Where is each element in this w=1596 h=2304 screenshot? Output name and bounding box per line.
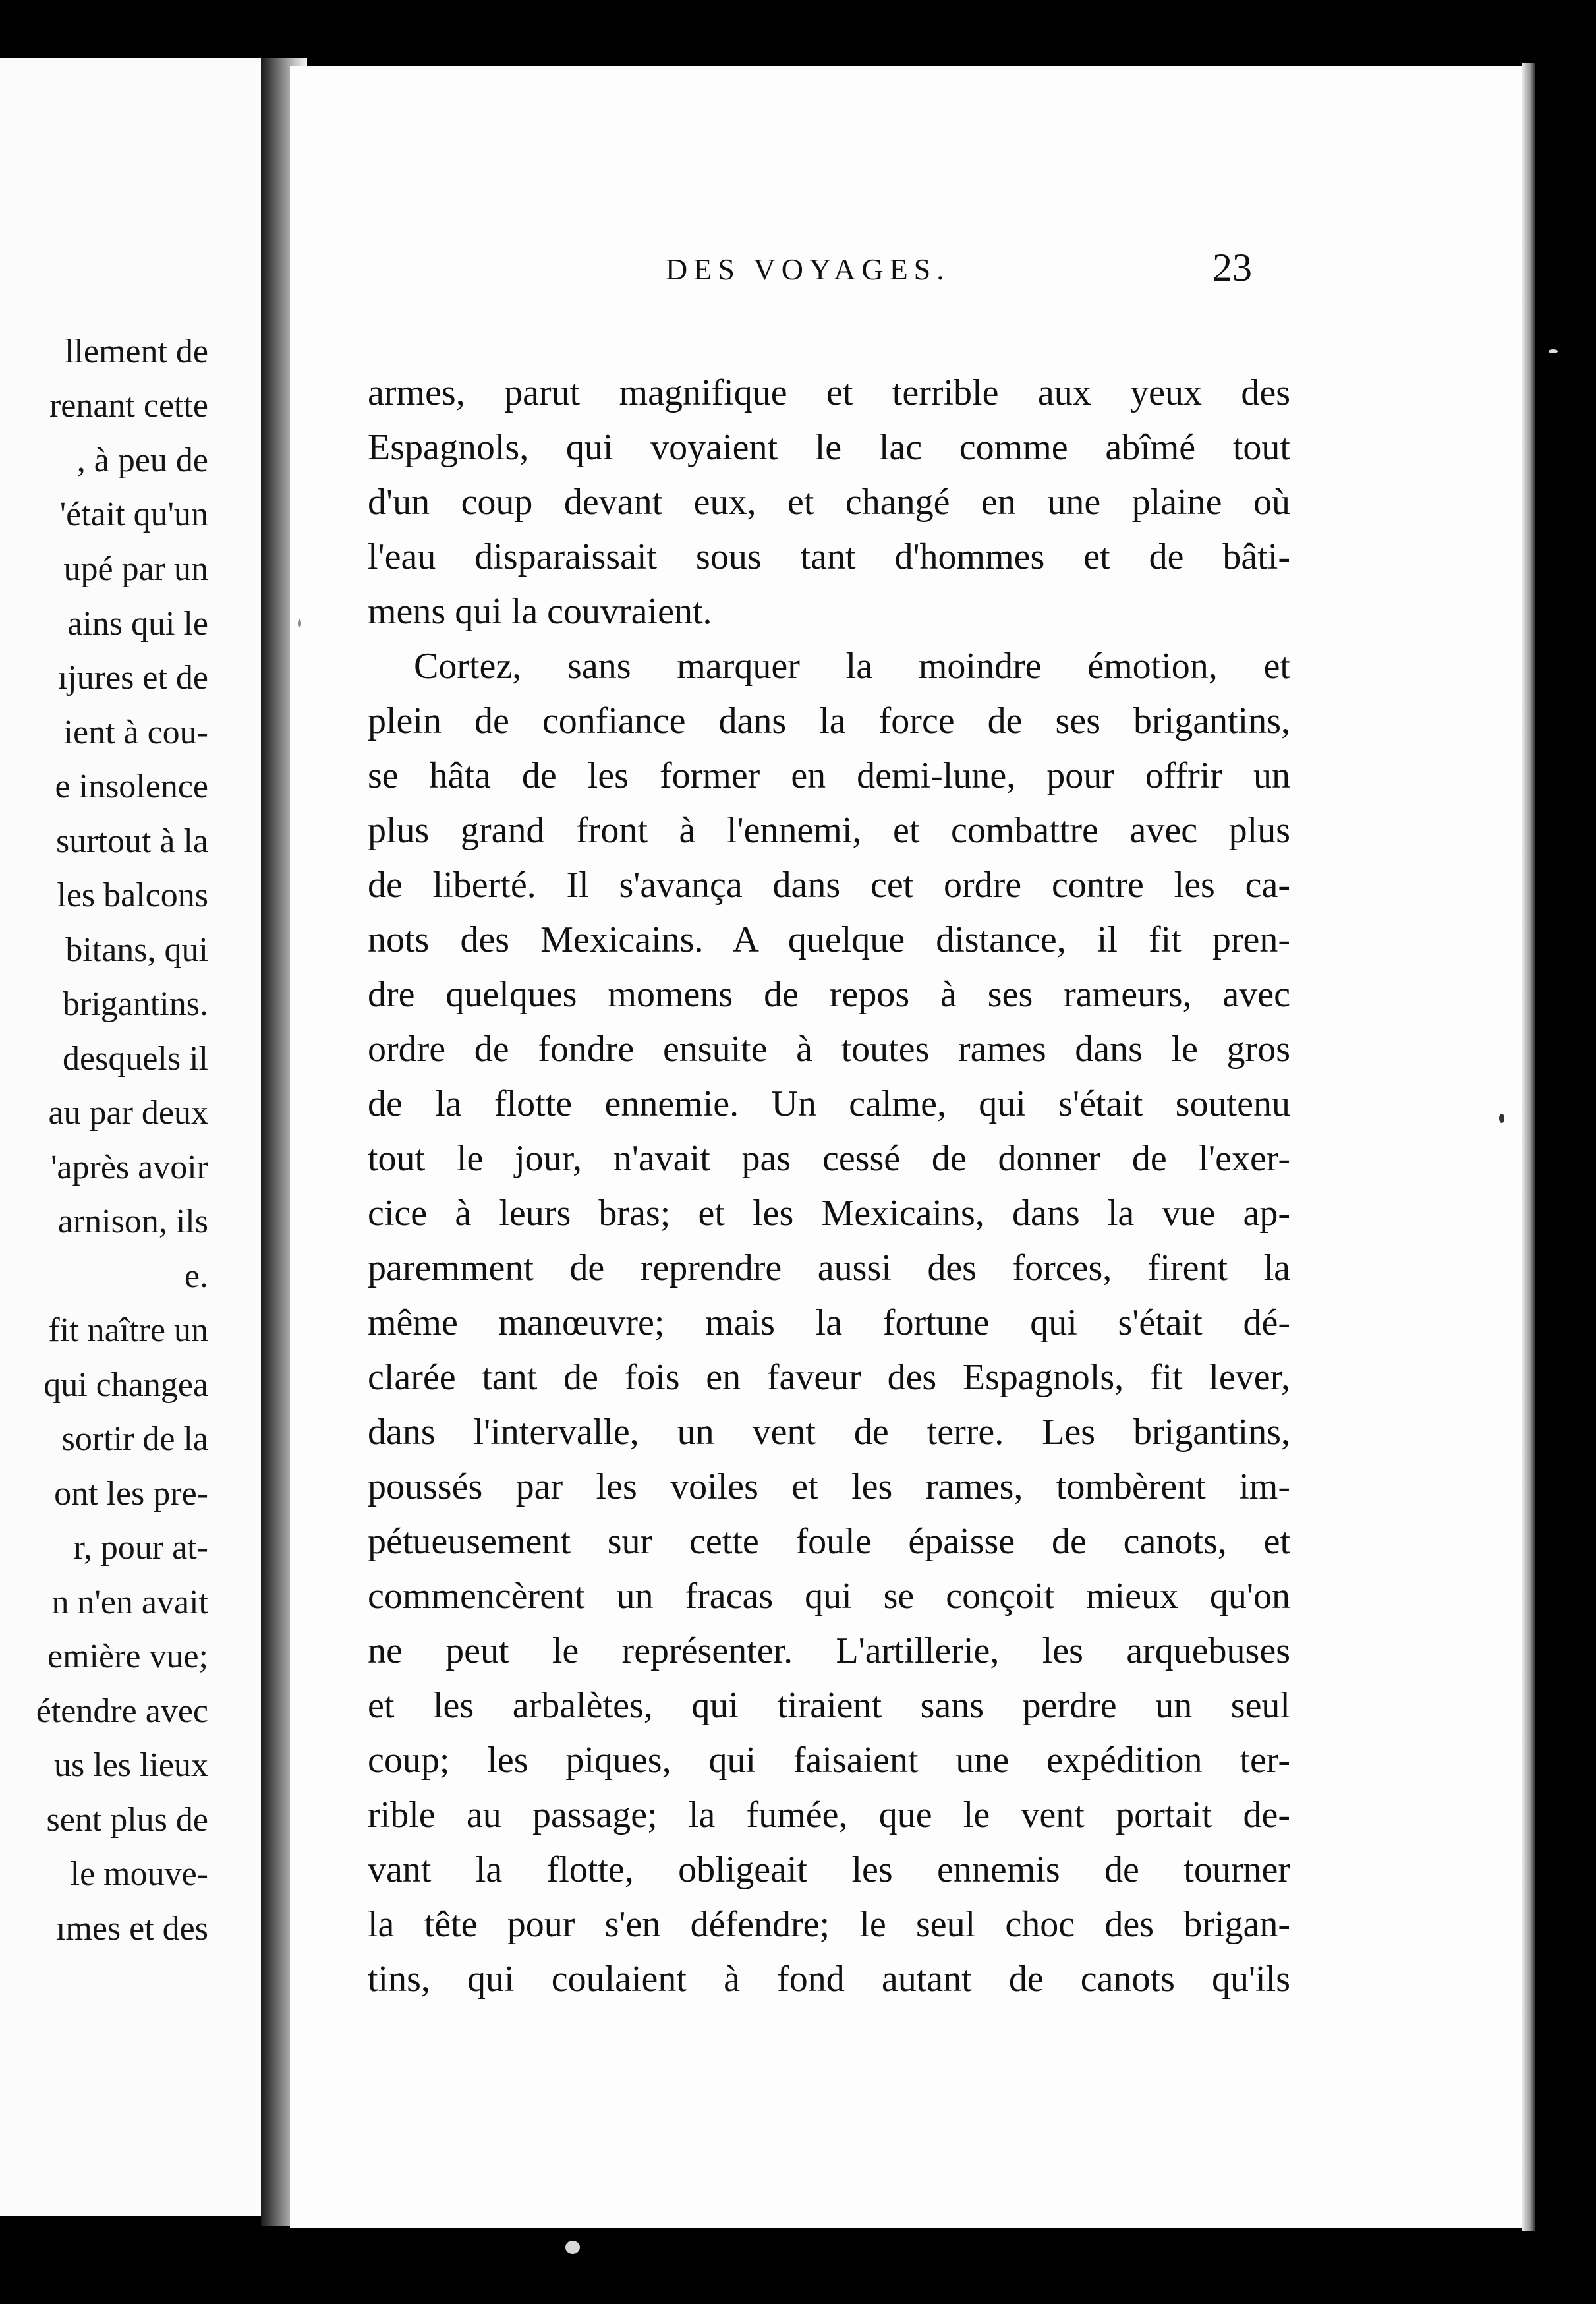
text-line: tins, qui coulaient à fond autant de canots qu'ils	[368, 1959, 1290, 2000]
left-line: llement de	[64, 333, 208, 370]
left-line: ains qui le	[67, 605, 208, 643]
left-line: au par deux	[48, 1094, 208, 1132]
page-edge-shadow	[1522, 63, 1535, 2231]
running-title: DES VOYAGES.	[666, 252, 950, 286]
left-line: qui changea	[43, 1366, 208, 1404]
left-line: emière vue;	[47, 1638, 208, 1675]
text-line: poussés par les voiles et les rames, tombèrent im-	[368, 1466, 1290, 1507]
text-line: dre quelques momens de repos à ses rameurs, avec	[368, 974, 1290, 1015]
text-line: paremment de reprendre aussi des forces, firent la	[368, 1248, 1290, 1288]
scan-speck	[565, 2241, 580, 2254]
text-line: se hâta de les former en demi-lune, pour offrir un	[368, 755, 1290, 796]
scan-speck	[1549, 349, 1558, 353]
text-line: vant la flotte, obligeait les ennemis de tourner	[368, 1849, 1290, 1890]
left-line: les balcons	[57, 877, 208, 914]
left-line: sortir de la	[61, 1420, 208, 1458]
text-line: plein de confiance dans la force de ses brigantins,	[368, 701, 1290, 741]
left-line: arnison, ils	[57, 1203, 208, 1240]
text-line: clarée tant de fois en faveur des Espagnols, fit lever,	[368, 1357, 1290, 1398]
left-line: ont les pre-	[54, 1475, 208, 1512]
left-line: us les lieux	[54, 1746, 208, 1784]
text-line: la tête pour s'en défendre; le seul choc des brigan-	[368, 1904, 1290, 1945]
text-line: plus grand front à l'ennemi, et combattre avec plus	[368, 810, 1290, 851]
left-line: , à peu de	[76, 442, 208, 479]
text-line: cice à leurs bras; et les Mexicains, dans la vue ap-	[368, 1193, 1290, 1234]
running-head	[290, 245, 1522, 291]
text-line: mens qui la couvraient.	[368, 591, 712, 632]
text-line: ordre de fondre ensuite à toutes rames dans le gros	[368, 1029, 1290, 1070]
text-line: même manœuvre; mais la fortune qui s'était dé-	[368, 1302, 1290, 1343]
text-line: pétueusement sur cette foule épaisse de canots, et	[368, 1521, 1290, 1562]
left-line: brigantins.	[63, 985, 208, 1023]
left-line: renant cette	[49, 387, 208, 424]
text-line: Cortez, sans marquer la moindre émotion, et	[414, 646, 1290, 687]
left-page	[0, 58, 261, 2216]
text-line: tout le jour, n'avait pas cessé de donner de l'exer-	[368, 1138, 1290, 1179]
left-line: le mouve-	[70, 1855, 208, 1893]
left-line: desquels il	[63, 1040, 208, 1078]
left-line: n n'en avait	[51, 1584, 208, 1621]
left-line: e.	[184, 1257, 208, 1295]
page-number: 23	[1212, 246, 1252, 289]
left-line: surtout à la	[55, 822, 208, 860]
left-line: ımes et des	[55, 1910, 208, 1947]
text-line: commencèrent un fracas qui se conçoit mieux qu'on	[368, 1576, 1290, 1617]
left-line: bitans, qui	[65, 931, 208, 969]
left-line: ient à cou-	[63, 714, 208, 751]
left-line: e insolence	[55, 768, 208, 805]
left-line: upé par un	[63, 550, 208, 588]
text-line: ne peut le représenter. L'artillerie, les arquebuses	[368, 1630, 1290, 1671]
left-line: 'après avoir	[51, 1149, 208, 1186]
text-line: dans l'intervalle, un vent de terre. Les brigantins,	[368, 1412, 1290, 1453]
text-line: de la flotte ennemie. Un calme, qui s'était soutenu	[368, 1083, 1290, 1124]
scan-speck	[298, 619, 301, 627]
scan-speck	[1499, 1114, 1504, 1123]
left-line: sent plus de	[46, 1801, 208, 1839]
text-line: nots des Mexicains. A quelque distance, il fit pren-	[368, 919, 1290, 960]
left-line: 'était qu'un	[59, 496, 208, 533]
left-line: ıjures et de	[57, 659, 208, 697]
text-line: rible au passage; la fumée, que le vent portait de-	[368, 1795, 1290, 1835]
right-page	[290, 66, 1522, 2228]
text-line: Espagnols, qui voyaient le lac comme abîmé tout	[368, 427, 1290, 468]
text-line: armes, parut magnifique et terrible aux yeux des	[368, 372, 1290, 413]
left-line: étendre avec	[36, 1692, 208, 1730]
text-line: l'eau disparaissait sous tant d'hommes et de bâti-	[368, 536, 1290, 577]
left-line: fit naître un	[48, 1311, 208, 1349]
text-line: coup; les piques, qui faisaient une expédition ter-	[368, 1740, 1290, 1781]
body-text	[368, 366, 1290, 2007]
left-line: r, pour at-	[73, 1529, 208, 1567]
text-line: et les arbalètes, qui tiraient sans perdre un seul	[368, 1685, 1290, 1726]
text-line: d'un coup devant eux, et changé en une plaine où	[368, 482, 1290, 523]
text-line: de liberté. Il s'avança dans cet ordre contre les ca-	[368, 865, 1290, 906]
